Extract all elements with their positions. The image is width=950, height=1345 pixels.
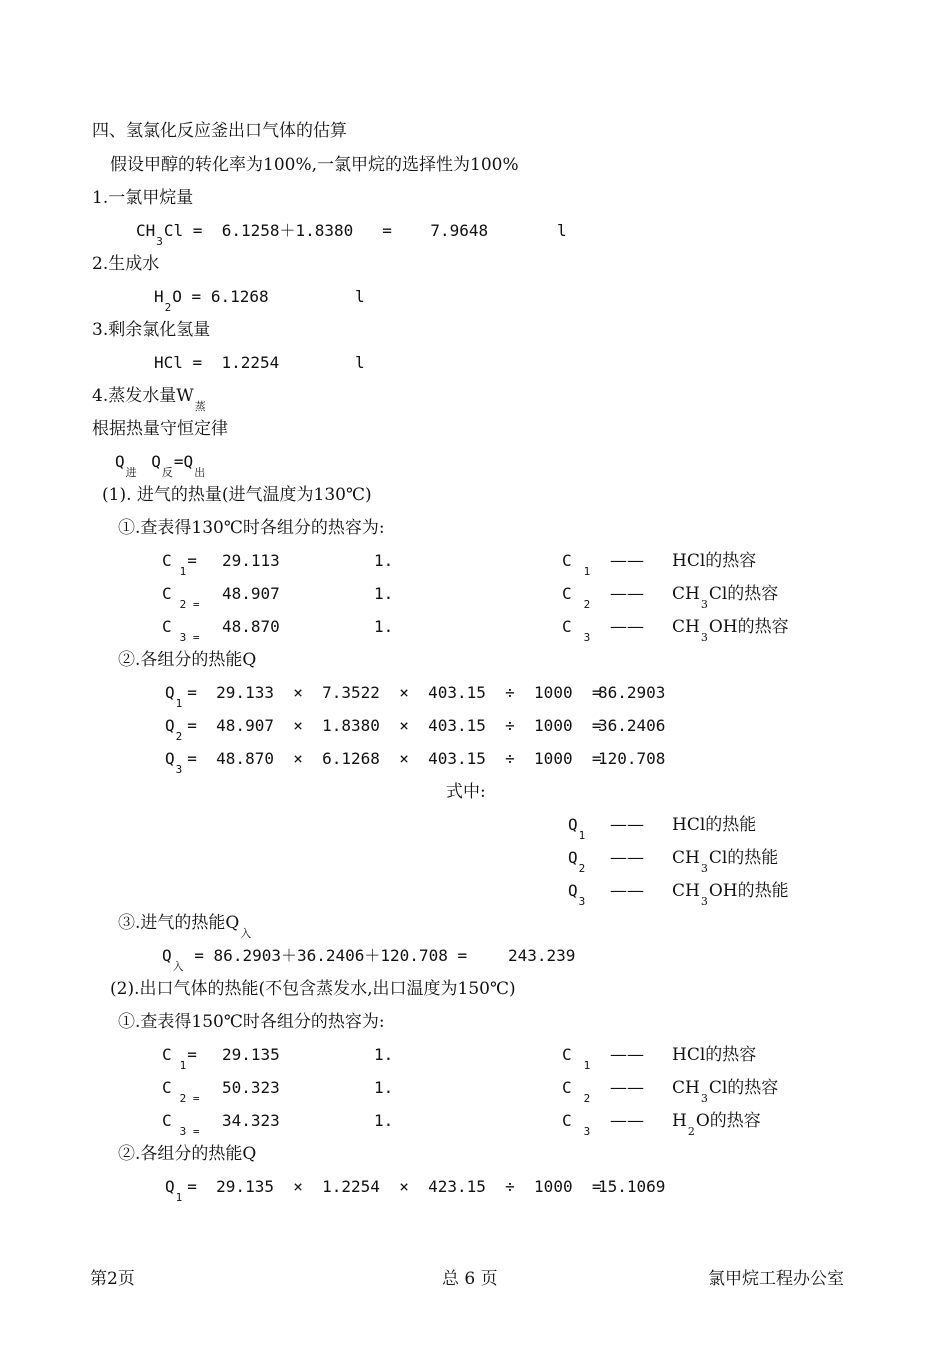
ref-index: 2 bbox=[583, 598, 591, 611]
legend-letter: Q bbox=[568, 815, 578, 834]
footer-office: 氯甲烷工程办公室 bbox=[708, 1269, 844, 1289]
item2-heading: 2.生成水 bbox=[92, 254, 160, 274]
ref-letter: C bbox=[562, 617, 572, 636]
energy-balance: $Q_进$ $Q_反=Q_出$ bbox=[115, 452, 206, 479]
energy-symbol: Q bbox=[165, 683, 175, 702]
heat-capacity-desc bbox=[672, 1077, 779, 1105]
legend-symbol bbox=[568, 880, 586, 908]
energy-index: 1 bbox=[175, 697, 183, 710]
legend-index: 1 bbox=[578, 829, 586, 842]
dash: —— bbox=[610, 848, 644, 868]
heat-capacity-value: 50.323 bbox=[222, 1078, 280, 1097]
desc-a: HCl的热容 bbox=[672, 1045, 757, 1065]
part2-step1: ①.查表得150℃时各组分的热容为: bbox=[118, 1012, 385, 1032]
dash: —— bbox=[610, 1111, 644, 1131]
item3-unit: l bbox=[355, 353, 365, 372]
dash: —— bbox=[610, 1045, 644, 1065]
symbol-letter: C bbox=[162, 1111, 172, 1130]
symbol-index: 2 = bbox=[179, 598, 200, 611]
where-label: 式中: bbox=[446, 782, 486, 802]
symbol-eq: = bbox=[187, 551, 197, 570]
heat-capacity-value: 29.135 bbox=[222, 1045, 280, 1064]
footer-total-pages: 总 6 页 bbox=[442, 1269, 498, 1289]
symbol-index: 2 = bbox=[179, 1092, 200, 1105]
energy-symbol: Q bbox=[165, 749, 175, 768]
heat-capacity-symbol bbox=[162, 550, 197, 578]
item3-formula: HCl = 1.2254 bbox=[154, 353, 280, 372]
energy-result: 36.2406 bbox=[598, 716, 666, 735]
desc-sub: 3 bbox=[700, 631, 708, 644]
heat-capacity-value: 29.113 bbox=[222, 551, 280, 570]
desc-sub: 2 bbox=[687, 1125, 695, 1138]
energy-index: 1 bbox=[175, 1191, 183, 1204]
total-inlet-energy: $Q_入 = 86.2903+36.2406+120.708$ = bbox=[162, 946, 468, 973]
heat-capacity-unit: 1. bbox=[374, 551, 394, 570]
symbol-index: 1 bbox=[179, 565, 187, 578]
ref-index: 3 bbox=[583, 631, 591, 644]
desc-a: HCl的热能 bbox=[672, 815, 757, 835]
energy-symbol: Q bbox=[165, 716, 175, 735]
energy-expression: = 29.135 × 1.2254 × 423.15 ÷ 1000 = bbox=[187, 1177, 602, 1196]
heat-capacity-desc bbox=[672, 583, 779, 611]
desc-sub: 3 bbox=[700, 895, 708, 908]
heat-capacity-ref bbox=[562, 1044, 591, 1072]
heat-capacity-desc bbox=[672, 1110, 761, 1138]
desc-sub: 3 bbox=[700, 862, 708, 875]
energy-result: 86.2903 bbox=[598, 683, 666, 702]
part1-step2: ②.各组分的热能Q bbox=[118, 650, 257, 670]
heat-capacity-unit: 1. bbox=[374, 617, 394, 636]
heat-capacity-symbol bbox=[162, 583, 201, 611]
symbol-index: 3 = bbox=[179, 631, 200, 644]
legend-letter: Q bbox=[568, 881, 578, 900]
heat-capacity-value: 34.323 bbox=[222, 1111, 280, 1130]
energy-symbol: Q bbox=[165, 1177, 175, 1196]
desc-a: CH bbox=[672, 881, 700, 901]
legend-desc bbox=[672, 880, 789, 908]
heat-capacity-unit: 1. bbox=[374, 1078, 394, 1097]
symbol-letter: C bbox=[162, 1045, 172, 1064]
heat-capacity-unit: 1. bbox=[374, 584, 394, 603]
desc-b: OH的热容 bbox=[708, 617, 789, 637]
heat-capacity-ref bbox=[562, 616, 591, 644]
part2-heading: (2).出口气体的热能(不包含蒸发水,出口温度为150℃) bbox=[110, 979, 516, 999]
ref-index: 1 bbox=[583, 565, 591, 578]
energy-expression: = 48.907 × 1.8380 × 403.15 ÷ 1000 = bbox=[187, 716, 602, 735]
desc-b: Cl的热能 bbox=[708, 848, 779, 868]
heat-capacity-value: 48.870 bbox=[222, 617, 280, 636]
legend-index: 3 bbox=[578, 895, 586, 908]
part1-heading: (1). 进气的热量(进气温度为130℃) bbox=[102, 485, 372, 505]
ref-index: 3 bbox=[583, 1125, 591, 1138]
section-title: 四、氢氯化反应釜出口气体的估算 bbox=[92, 121, 347, 141]
heat-capacity-unit: 1. bbox=[374, 1045, 394, 1064]
heat-capacity-symbol bbox=[162, 1110, 201, 1138]
heat-capacity-unit: 1. bbox=[374, 1111, 394, 1130]
legend-symbol bbox=[568, 814, 586, 842]
desc-a: CH bbox=[672, 617, 700, 637]
ref-index: 2 bbox=[583, 1092, 591, 1105]
desc-a: H bbox=[672, 1111, 687, 1131]
symbol-eq: = bbox=[187, 1045, 197, 1064]
ref-index: 1 bbox=[583, 1059, 591, 1072]
ref-letter: C bbox=[562, 1078, 572, 1097]
heat-capacity-ref bbox=[562, 1077, 591, 1105]
heat-capacity-ref bbox=[562, 583, 591, 611]
dash: —— bbox=[610, 881, 644, 901]
legend-desc bbox=[672, 814, 758, 838]
desc-sub: 3 bbox=[700, 598, 708, 611]
heat-capacity-symbol bbox=[162, 1077, 201, 1105]
heat-capacity-value: 48.907 bbox=[222, 584, 280, 603]
desc-a: CH bbox=[672, 1078, 700, 1098]
desc-b: OH的热能 bbox=[708, 881, 789, 901]
symbol-index: 1 bbox=[179, 1059, 187, 1072]
symbol-letter: C bbox=[162, 551, 172, 570]
dash: —— bbox=[610, 617, 644, 637]
energy-result: 15.1069 bbox=[598, 1177, 666, 1196]
part1-step3: ③.进气的热能$Q_入$ bbox=[118, 913, 252, 940]
desc-b: Cl的热容 bbox=[708, 1078, 779, 1098]
item3-heading: 3.剩余氯化氢量 bbox=[92, 320, 211, 340]
heat-capacity-desc bbox=[672, 1044, 758, 1068]
item2-formula: $H_2O = 6.1268$ bbox=[154, 287, 269, 314]
dash: —— bbox=[610, 815, 644, 835]
part1-step1: ①.查表得130℃时各组分的热容为: bbox=[118, 518, 385, 538]
ref-letter: C bbox=[562, 551, 572, 570]
energy-expression: = 48.870 × 6.1268 × 403.15 ÷ 1000 = bbox=[187, 749, 602, 768]
legend-symbol bbox=[568, 847, 586, 875]
ref-letter: C bbox=[562, 584, 572, 603]
symbol-letter: C bbox=[162, 1078, 172, 1097]
footer-page-number: 第2页 bbox=[90, 1269, 135, 1289]
ref-letter: C bbox=[562, 1045, 572, 1064]
heat-capacity-symbol bbox=[162, 1044, 197, 1072]
energy-row bbox=[165, 748, 602, 776]
conservation-law: 根据热量守恒定律 bbox=[92, 419, 228, 439]
energy-index: 3 bbox=[175, 763, 183, 776]
heat-capacity-desc bbox=[672, 616, 789, 644]
ref-letter: C bbox=[562, 1111, 572, 1130]
desc-b: O的热容 bbox=[695, 1111, 761, 1131]
item1-unit: l bbox=[557, 221, 567, 240]
energy-expression: = 29.133 × 7.3522 × 403.15 ÷ 1000 = bbox=[187, 683, 602, 702]
heat-capacity-desc bbox=[672, 550, 758, 574]
symbol-letter: C bbox=[162, 584, 172, 603]
energy-row bbox=[165, 1176, 602, 1204]
dash: —— bbox=[610, 551, 644, 571]
desc-a: HCl的热容 bbox=[672, 551, 757, 571]
desc-a: CH bbox=[672, 584, 700, 604]
legend-letter: Q bbox=[568, 848, 578, 867]
item1-formula: $CH_3Cl = 6.1258+1.8380$ = 7.9648 bbox=[136, 221, 489, 248]
energy-row bbox=[165, 682, 602, 710]
energy-index: 2 bbox=[175, 730, 183, 743]
item1-heading: 1.一氯甲烷量 bbox=[92, 188, 194, 208]
legend-index: 2 bbox=[578, 862, 586, 875]
dash: —— bbox=[610, 1078, 644, 1098]
item2-unit: l bbox=[355, 287, 365, 306]
dash: —— bbox=[610, 584, 644, 604]
legend-desc bbox=[672, 847, 779, 875]
heat-capacity-ref bbox=[562, 1110, 591, 1138]
heat-capacity-ref bbox=[562, 550, 591, 578]
symbol-index: 3 = bbox=[179, 1125, 200, 1138]
part2-step2: ②.各组分的热能Q bbox=[118, 1144, 257, 1164]
energy-result: 120.708 bbox=[598, 749, 666, 768]
total-inlet-energy-result: 243.239 bbox=[508, 946, 576, 965]
energy-row bbox=[165, 715, 602, 743]
desc-sub: 3 bbox=[700, 1092, 708, 1105]
heat-capacity-symbol bbox=[162, 616, 201, 644]
desc-b: Cl的热容 bbox=[708, 584, 779, 604]
symbol-letter: C bbox=[162, 617, 172, 636]
item4-heading: 4.蒸发水量$W_蒸$ bbox=[92, 386, 206, 413]
desc-a: CH bbox=[672, 848, 700, 868]
assumption-text: 假设甲醇的转化率为100%,一氯甲烷的选择性为100% bbox=[110, 155, 519, 175]
